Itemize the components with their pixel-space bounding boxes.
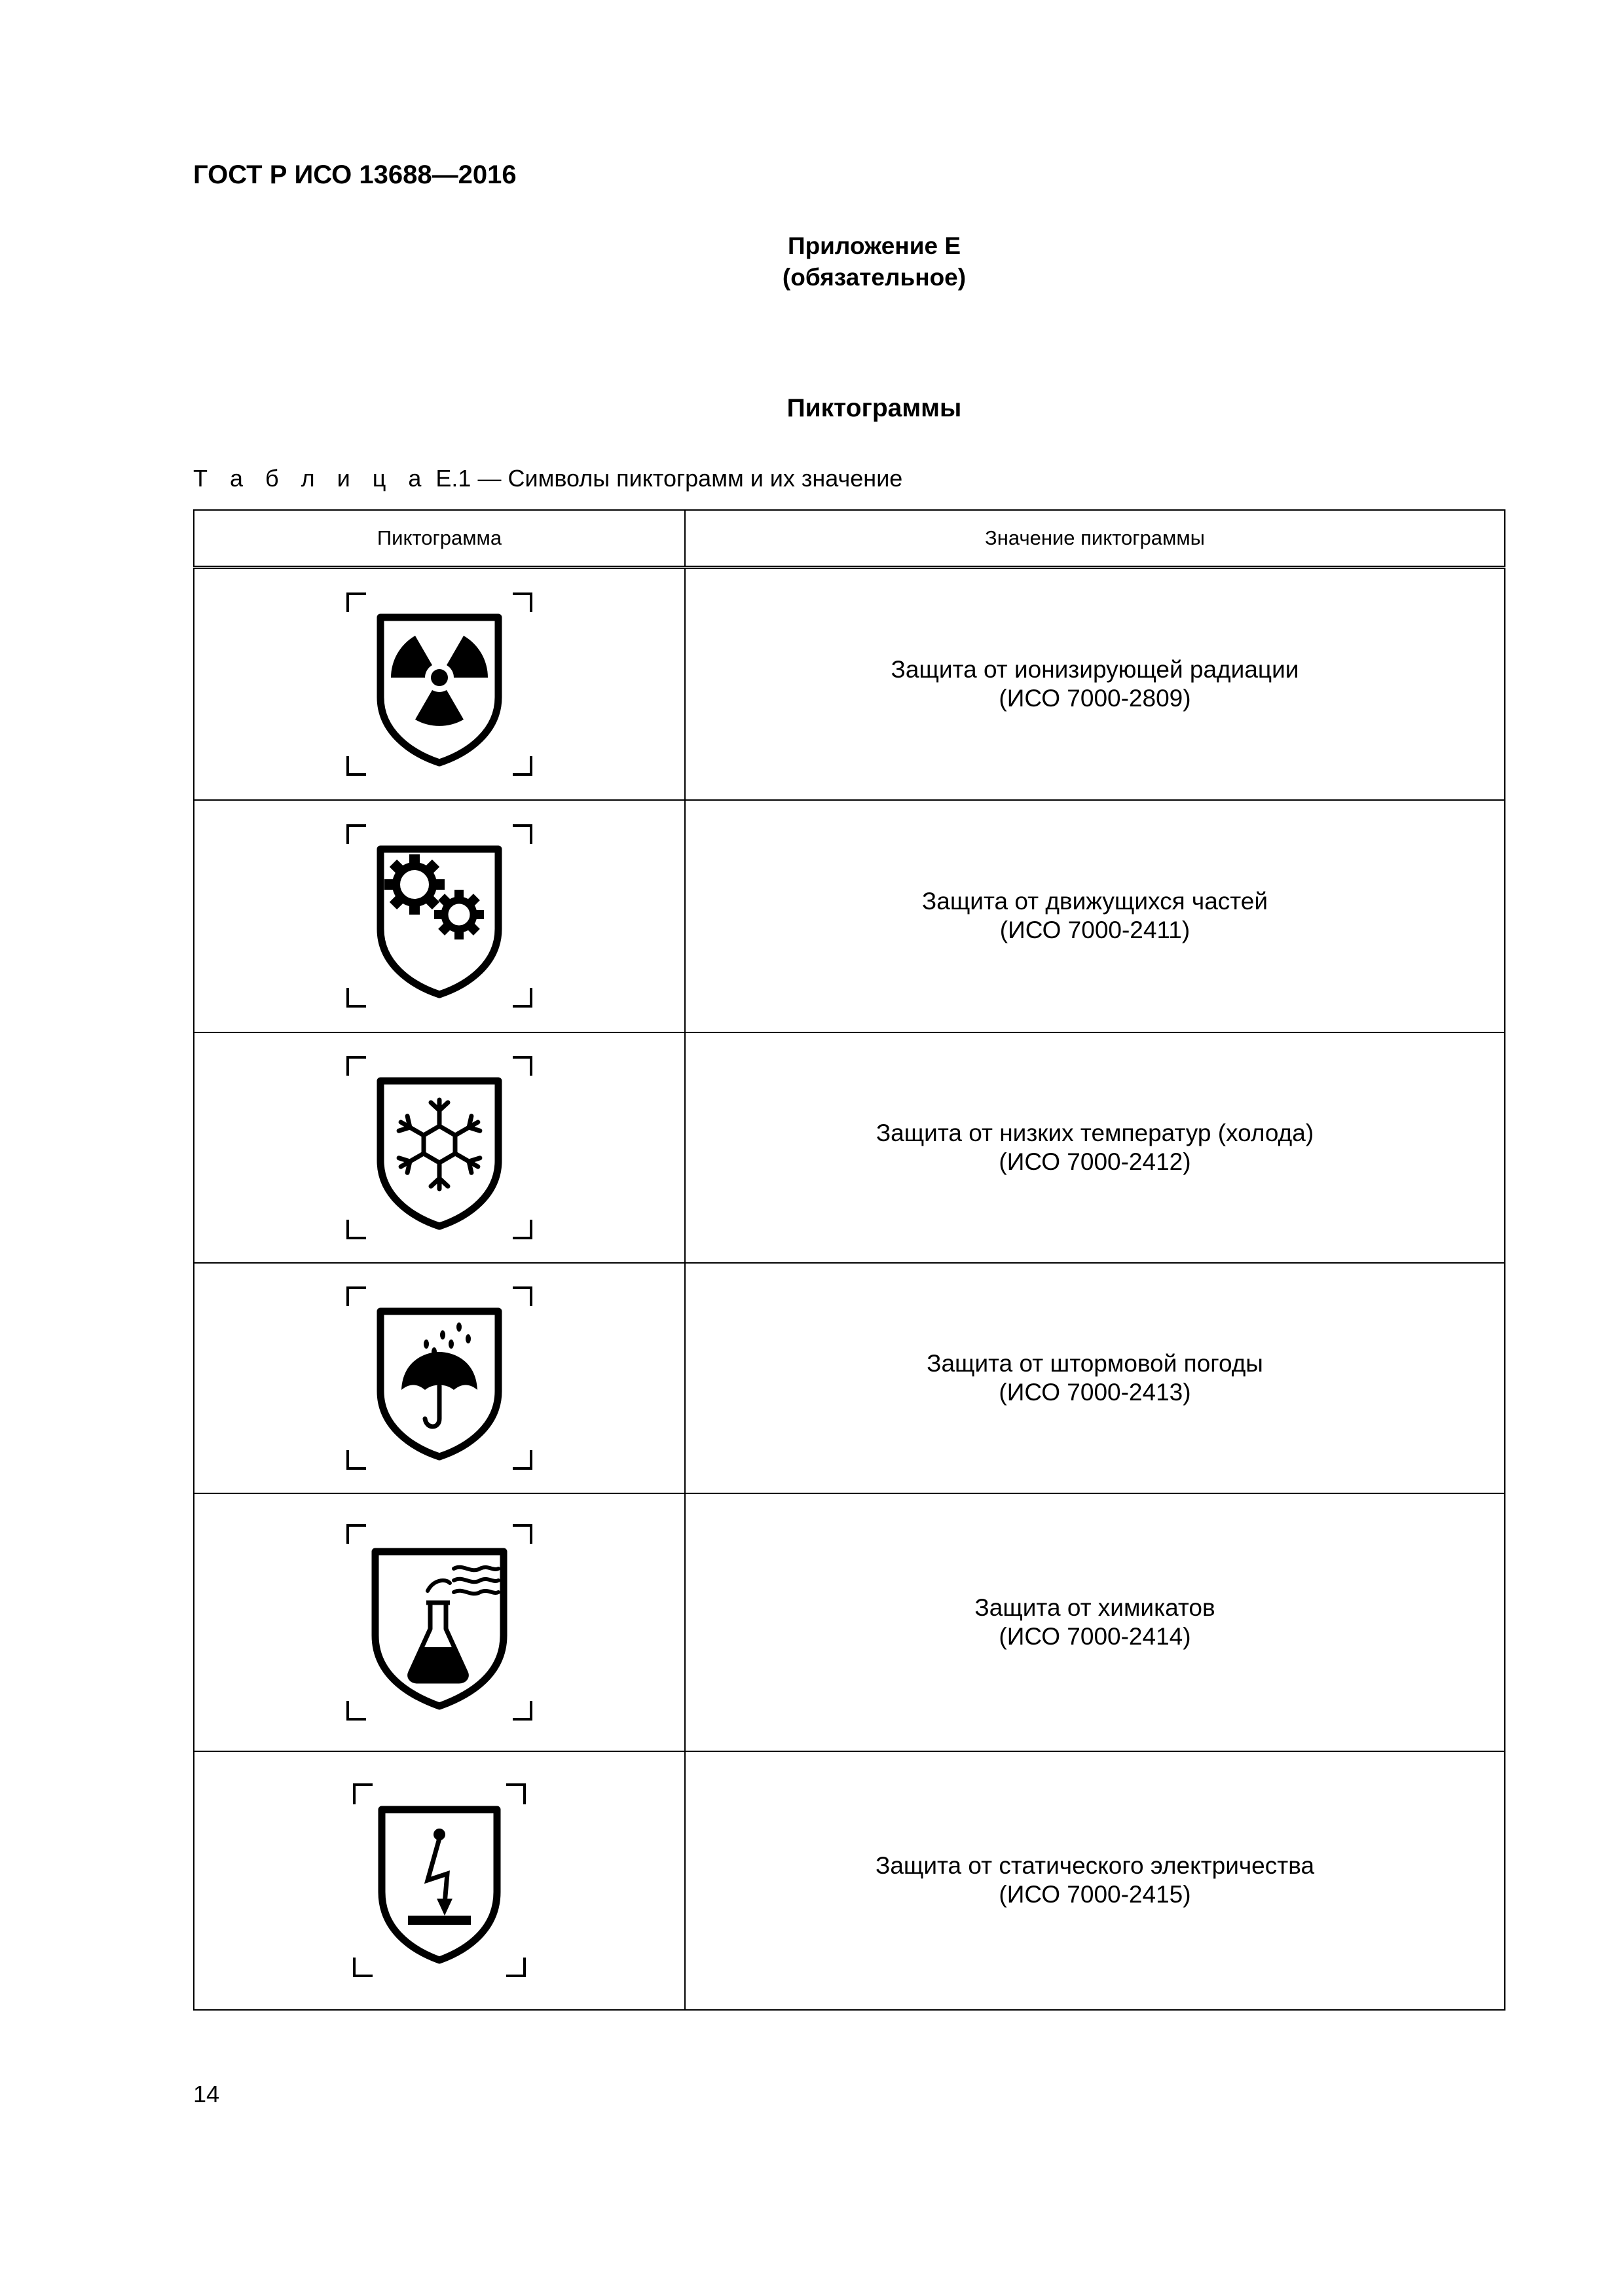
table-row xyxy=(194,1751,1505,2010)
meaning-cell xyxy=(685,1751,1505,2010)
radiation-shield-icon xyxy=(335,586,544,782)
meaning-text: Защита от штормовой погоды xyxy=(927,1349,1263,1377)
pictogram-cell xyxy=(194,1032,685,1263)
pictogram-table xyxy=(193,509,1505,2011)
pictogram-cell xyxy=(194,1751,685,2010)
table-row xyxy=(194,568,1505,800)
table-row xyxy=(194,800,1505,1032)
meaning-text: Защита от ионизирующей радиации xyxy=(891,655,1299,683)
static-electricity-shield-icon xyxy=(335,1776,544,1985)
iso-reference: (ИСО 7000-2809) xyxy=(999,684,1191,712)
pictogram-cell xyxy=(194,568,685,800)
meaning-cell xyxy=(685,1493,1505,1751)
table-row xyxy=(194,1263,1505,1493)
pictogram-cell xyxy=(194,800,685,1032)
meaning-cell xyxy=(685,1263,1505,1493)
meaning-text: Защита от статического электричества xyxy=(875,1852,1315,1879)
iso-reference: (ИСО 7000-2413) xyxy=(999,1378,1191,1406)
header-meaning: Значение пиктограммы xyxy=(685,510,1505,568)
section-title: Пиктограммы xyxy=(786,394,962,422)
table-row xyxy=(194,1493,1505,1751)
meaning-text: Защита от низких температур (холода) xyxy=(876,1119,1314,1146)
iso-reference: (ИСО 7000-2415) xyxy=(999,1881,1191,1908)
meaning-cell xyxy=(685,568,1505,800)
table-row xyxy=(194,1032,1505,1263)
document-code: ГОСТ Р ИСО 13688—2016 xyxy=(193,160,517,189)
annex-status: (обязательное) xyxy=(782,264,967,291)
meaning-cell xyxy=(685,800,1505,1032)
meaning-cell xyxy=(685,1032,1505,1263)
iso-reference: (ИСО 7000-2414) xyxy=(999,1622,1191,1650)
iso-reference: (ИСО 7000-2411) xyxy=(999,917,1190,943)
moving-parts-shield-icon xyxy=(335,818,544,1014)
foul-weather-shield-icon xyxy=(335,1280,544,1476)
annex-title: Приложение Е xyxy=(787,232,961,259)
table-caption xyxy=(193,465,902,492)
annex-heading xyxy=(0,230,1624,293)
page-number: 14 xyxy=(193,2081,220,2107)
pictogram-cell xyxy=(194,1263,685,1493)
table-header-row xyxy=(194,510,1505,568)
pictogram-cell xyxy=(194,1493,685,1751)
table-caption-prefix: Т а б л и ц а xyxy=(193,465,430,492)
iso-reference: (ИСО 7000-2412) xyxy=(999,1148,1191,1175)
header-pictogram: Пиктограмма xyxy=(194,510,685,568)
chemicals-shield-icon xyxy=(335,1518,544,1727)
meaning-text: Защита от химикатов xyxy=(974,1594,1215,1621)
table-caption-text: Е.1 — Символы пиктограмм и их значение xyxy=(435,465,903,492)
cold-shield-icon xyxy=(335,1049,544,1246)
meaning-text: Защита от движущихся частей xyxy=(921,888,1268,915)
